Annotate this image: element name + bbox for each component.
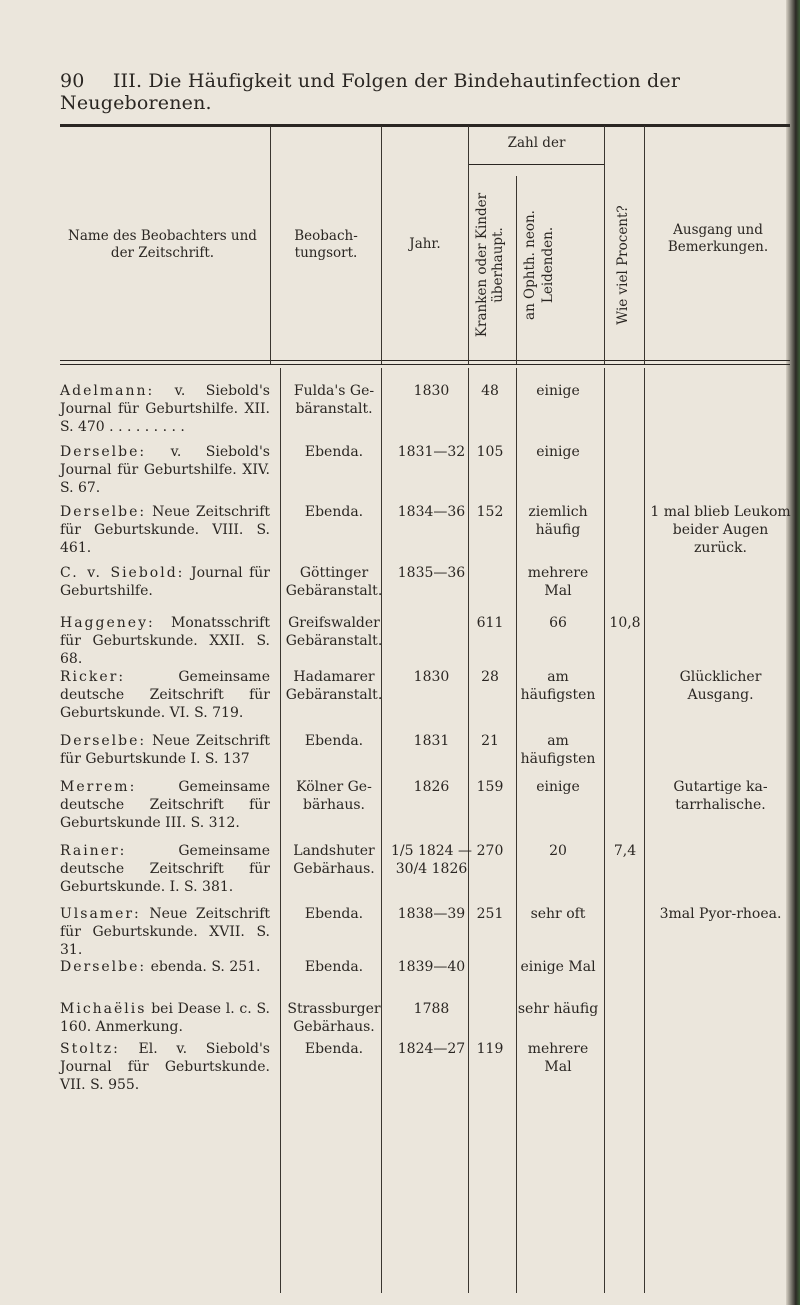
row-kranke: 611 xyxy=(476,615,504,631)
col-divider xyxy=(644,368,645,1293)
col-divider xyxy=(280,368,281,1293)
row-kranke: 105 xyxy=(476,444,504,460)
row-kranke: 28 xyxy=(481,669,499,685)
row-ort: Ebenda. xyxy=(304,906,364,922)
row-ort: Göttinger Gebäranstalt. xyxy=(285,565,383,600)
row-ophth: sehr oft xyxy=(530,906,586,922)
observer-name: Merrem: xyxy=(60,779,137,795)
row-jahr: 1826 xyxy=(413,779,450,795)
row-jahr: 1839—40 xyxy=(397,959,466,975)
col-header-ophth: an Ophth. neon. Leidenden. xyxy=(522,210,556,320)
row-jahr: 1830 xyxy=(413,669,450,685)
row-ophth: ziemlich häufig xyxy=(528,504,588,539)
row-observer xyxy=(60,668,270,723)
row-kranke: 270 xyxy=(476,843,504,859)
observer-name: Derselbe: xyxy=(60,444,147,460)
row-kranke: 152 xyxy=(476,504,504,520)
row-kranke: 48 xyxy=(481,383,499,399)
col-divider xyxy=(270,126,271,364)
row-jahr: 1/5 1824 — 30/4 1826 xyxy=(390,843,473,878)
row-observer xyxy=(60,842,270,897)
row-observer xyxy=(60,732,270,768)
col-divider xyxy=(644,126,645,364)
row-observer xyxy=(60,958,270,976)
row-ophth: 20 xyxy=(549,843,567,859)
journal-reference: ebenda. S. 251. xyxy=(146,959,261,975)
observer-name: Adelmann: xyxy=(60,383,155,399)
col-divider xyxy=(468,126,469,364)
row-ort: Ebenda. xyxy=(304,1041,364,1057)
row-jahr: 1824—27 xyxy=(397,1041,466,1057)
row-ophth: einige xyxy=(536,444,580,460)
row-ausgang: Glücklicher Ausgang. xyxy=(679,669,762,704)
journal-reference: v. Siebold's Journal für Geburtshilfe. XIV. S. 67. xyxy=(60,444,270,497)
col-divider xyxy=(381,126,382,364)
observer-name: Ulsamer: xyxy=(60,906,141,922)
row-ort: Fulda's Ge-bäranstalt. xyxy=(293,383,375,418)
row-kranke: 21 xyxy=(481,733,499,749)
row-ort: Ebenda. xyxy=(304,959,364,975)
journal-reference: Neue Zeitschrift für Geburtskunde. XVII. S. 31. xyxy=(60,906,270,959)
row-ort: Ebenda. xyxy=(304,504,364,520)
col-header-procent: Wie viel Procent? xyxy=(615,205,631,325)
header-rule-1 xyxy=(60,360,790,361)
row-ophth: einige xyxy=(536,383,580,399)
table-top-rule xyxy=(60,124,790,127)
row-ort: Landshuter Gebärhaus. xyxy=(293,843,375,878)
row-ausgang: 3mal Pyor-rhoea. xyxy=(659,906,782,922)
col-divider xyxy=(604,126,605,364)
journal-reference: Neue Zeitschrift für Geburtskunde. VIII. S. 461. xyxy=(60,504,270,557)
row-observer xyxy=(60,564,270,600)
journal-reference: El. v. Siebold's Journal für Geburtskunde. VII. S. 955. xyxy=(60,1041,270,1094)
row-observer xyxy=(60,1040,270,1095)
row-ort: Kölner Ge-bärhaus. xyxy=(296,779,372,814)
observer-name: Haggeney: xyxy=(60,615,155,631)
row-observer xyxy=(60,614,270,669)
row-ort: Greifswalder Gebäranstalt. xyxy=(285,615,383,650)
row-observer xyxy=(60,443,270,498)
observer-name: Michaëlis xyxy=(60,1001,147,1017)
row-jahr: 1838—39 xyxy=(397,906,466,922)
row-ausgang: Gutartige ka-tarrhalische. xyxy=(673,779,768,814)
row-kranke: 251 xyxy=(476,906,504,922)
col-header-ort: Beobach-tungsort. xyxy=(294,228,358,261)
observer-name: C. v. Siebold: xyxy=(60,565,185,581)
row-observer xyxy=(60,1000,270,1036)
row-ophth: mehrere Mal xyxy=(527,565,589,600)
row-jahr: 1835—36 xyxy=(397,565,466,581)
observer-name: Derselbe: xyxy=(60,733,147,749)
row-observer xyxy=(60,905,270,960)
row-jahr: 1830 xyxy=(413,383,450,399)
col-header-jahr: Jahr. xyxy=(409,236,441,252)
row-jahr: 1834—36 xyxy=(397,504,466,520)
row-observer xyxy=(60,503,270,558)
row-kranke: 119 xyxy=(476,1041,504,1057)
col-header-name: Name des Beobachters und der Zeitschrift. xyxy=(68,228,257,261)
row-observer xyxy=(60,778,270,833)
row-ort: Strassburger Gebärhaus. xyxy=(287,1001,381,1036)
journal-reference: Gemeinsame deutsche Zeitschrift für Geburtskunde III. S. 312. xyxy=(60,779,270,832)
observer-name: Ricker: xyxy=(60,669,126,685)
row-jahr: 1831 xyxy=(413,733,450,749)
col-header-ausgang: Ausgang und Bemerkungen. xyxy=(667,222,769,255)
row-ophth: mehrere Mal xyxy=(527,1041,589,1076)
group-rule xyxy=(468,164,604,165)
row-procent: 7,4 xyxy=(613,843,637,859)
journal-reference: Neue Zeitschrift für Geburtskunde I. S. 137 xyxy=(60,733,270,768)
row-ophth: sehr häufig xyxy=(517,1001,599,1017)
observer-name: Derselbe: xyxy=(60,504,147,520)
row-ausgang: 1 mal blieb Leukom beider Augen zurück. xyxy=(650,504,791,557)
observer-name: Rainer: xyxy=(60,843,127,859)
row-ophth: einige Mal xyxy=(520,959,596,975)
journal-reference: Gemeinsame deutsche Zeitschrift für Geburtskunde. I. S. 381. xyxy=(60,843,270,896)
col-header-zahl: Zahl der xyxy=(507,135,566,151)
journal-reference: v. Siebold's Journal für Geburtshilfe. XII. S. 470 . . . . . . . . . xyxy=(60,383,270,436)
chapter-title: III. Die Häufigkeit und Folgen der Bindehautinfection der Neugeborenen. xyxy=(60,70,681,114)
col-header-kranke: Kranken oder Kinder überhaupt. xyxy=(474,192,506,338)
row-ophth: am häufigsten xyxy=(520,733,596,768)
page-number: 90 xyxy=(60,70,85,92)
observer-name: Derselbe: xyxy=(60,959,147,975)
page-edge xyxy=(786,0,800,1305)
row-jahr: 1831—32 xyxy=(397,444,466,460)
row-jahr: 1788 xyxy=(413,1001,450,1017)
observer-name: Stoltz: xyxy=(60,1041,120,1057)
journal-reference: Gemeinsame deutsche Zeitschrift für Geburtskunde. VI. S. 719. xyxy=(60,669,270,722)
row-procent: 10,8 xyxy=(609,615,641,631)
row-kranke: 159 xyxy=(476,779,504,795)
col-divider xyxy=(604,368,605,1293)
row-ort: Ebenda. xyxy=(304,444,364,460)
row-observer xyxy=(60,382,270,437)
row-ophth: einige xyxy=(536,779,580,795)
col-divider xyxy=(516,176,517,364)
journal-reference: Journal für Geburtshilfe. xyxy=(60,565,270,600)
row-ort: Ebenda. xyxy=(304,733,364,749)
journal-reference: bei Dease l. c. S. 160. Anmerkung. xyxy=(60,1001,270,1036)
row-ort: Hadamarer Gebäranstalt. xyxy=(285,669,383,704)
running-header xyxy=(60,70,800,114)
row-ophth: 66 xyxy=(549,615,567,631)
header-rule-2 xyxy=(60,364,790,365)
row-ophth: am häufigsten xyxy=(520,669,596,704)
journal-reference: Monatsschrift für Geburtskunde. XXII. S. 68. xyxy=(60,615,270,668)
